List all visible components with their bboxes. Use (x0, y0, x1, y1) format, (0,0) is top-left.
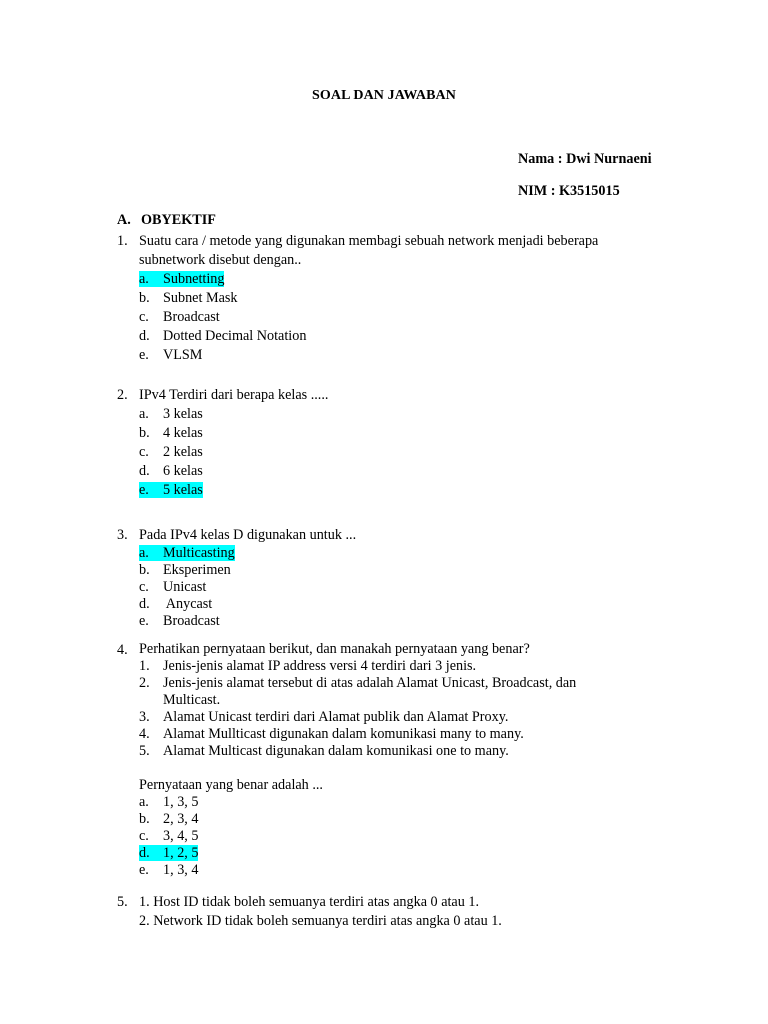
question-number: 4. (117, 642, 128, 658)
option-d[interactable] (139, 596, 677, 613)
statement-number: 2. (139, 675, 150, 691)
question-3 (117, 526, 677, 630)
option-c[interactable] (139, 828, 677, 845)
question-text: Pada IPv4 kelas D digunakan untuk ... (139, 527, 357, 543)
option-b[interactable] (139, 811, 677, 828)
option-letter: d. (139, 845, 150, 861)
section-name: OBYEKTIF (141, 212, 216, 228)
option-text: 2 kelas (163, 444, 203, 460)
option-text: Multicasting (163, 545, 235, 561)
option-letter: e. (139, 862, 149, 878)
question-text: subnetwork disebut dengan.. (139, 252, 302, 268)
option-text: 1, 2, 5 (163, 845, 199, 861)
option-letter: d. (139, 596, 150, 612)
statement-number: 4. (139, 726, 150, 742)
statement-text: Jenis-jenis alamat tersebut di atas adalah Alamat Unicast, Broadcast, dan (163, 675, 577, 691)
option-text: 3 kelas (163, 406, 203, 422)
option-e[interactable] (139, 613, 677, 630)
statement-text: Alamat Multicast digunakan dalam komunikasi one to many. (163, 743, 509, 759)
statement-2-continued (139, 692, 677, 709)
option-e[interactable] (139, 346, 677, 365)
option-letter: d. (139, 328, 150, 344)
option-letter: d. (139, 463, 150, 479)
question-2 (117, 386, 677, 500)
question-number: 1. (117, 233, 128, 249)
statement-list (139, 658, 677, 760)
option-letter: c. (139, 309, 149, 325)
option-letter: b. (139, 811, 150, 827)
student-name: Nama : Dwi Nurnaeni (518, 151, 652, 167)
option-letter: e. (139, 482, 149, 498)
question-line: 1. Host ID tidak boleh semuanya terdiri atas angka 0 atau 1. (139, 894, 480, 910)
question-1 (117, 232, 677, 365)
option-b[interactable] (139, 289, 677, 308)
page-title: SOAL DAN JAWABAN (312, 88, 456, 103)
answer-prompt: Pernyataan yang benar adalah ... (139, 777, 323, 793)
option-text: 1, 3, 4 (163, 862, 199, 878)
option-text: Dotted Decimal Notation (163, 328, 307, 344)
question-text: Suatu cara / metode yang digunakan membagi sebuah network menjadi beberapa (139, 233, 599, 249)
question-number: 2. (117, 387, 128, 403)
option-d[interactable] (139, 327, 677, 346)
statement-1 (139, 658, 677, 675)
option-text: Anycast (163, 596, 213, 612)
option-b[interactable] (139, 562, 677, 579)
statement-text: Alamat Mullticast digunakan dalam komunikasi many to many. (163, 726, 524, 742)
option-text: 6 kelas (163, 463, 203, 479)
option-letter: b. (139, 425, 150, 441)
option-letter: a. (139, 271, 149, 287)
option-e[interactable] (139, 481, 677, 500)
option-letter: e. (139, 347, 149, 363)
option-letter: c. (139, 579, 149, 595)
question-text: Perhatikan pernyataan berikut, dan manakah pernyataan yang benar? (139, 641, 530, 657)
statement-3 (139, 709, 677, 726)
option-a[interactable] (139, 405, 677, 424)
statement-5 (139, 743, 677, 760)
question-4 (117, 641, 677, 879)
option-a[interactable] (139, 545, 677, 562)
section-heading (117, 212, 216, 229)
option-text: 4 kelas (163, 425, 203, 441)
option-text: Unicast (163, 579, 207, 595)
option-a[interactable] (139, 794, 677, 811)
question-number: 5. (117, 894, 128, 910)
option-text: Broadcast (163, 309, 220, 325)
question-line: 2. Network ID tidak boleh semuanya terdiri atas angka 0 atau 1. (139, 913, 502, 929)
option-letter: e. (139, 613, 149, 629)
option-letter: c. (139, 444, 149, 460)
option-letter: a. (139, 545, 149, 561)
option-text: Broadcast (163, 613, 220, 629)
option-letter: a. (139, 794, 149, 810)
option-text: 5 kelas (163, 482, 203, 498)
option-text: 3, 4, 5 (163, 828, 199, 844)
question-5 (117, 893, 677, 931)
option-c[interactable] (139, 443, 677, 462)
statement-2 (139, 675, 677, 692)
question-number: 3. (117, 527, 128, 543)
option-letter: c. (139, 828, 149, 844)
option-text: Subnet Mask (163, 290, 238, 306)
option-b[interactable] (139, 424, 677, 443)
statement-text: Jenis-jenis alamat IP address versi 4 terdiri dari 3 jenis. (163, 658, 477, 674)
section-letter: A. (117, 212, 131, 228)
statement-text: Alamat Unicast terdiri dari Alamat publik dan Alamat Proxy. (163, 709, 509, 725)
option-d[interactable] (139, 845, 677, 862)
option-text: Subnetting (163, 271, 225, 287)
statement-number: 3. (139, 709, 150, 725)
option-text: 2, 3, 4 (163, 811, 199, 827)
option-text: 1, 3, 5 (163, 794, 199, 810)
statement-text: Multicast. (163, 692, 221, 708)
option-text: VLSM (163, 347, 203, 363)
option-letter: b. (139, 290, 150, 306)
option-e[interactable] (139, 862, 677, 879)
question-text: IPv4 Terdiri dari berapa kelas ..... (139, 387, 329, 403)
option-letter: a. (139, 406, 149, 422)
option-c[interactable] (139, 579, 677, 596)
option-c[interactable] (139, 308, 677, 327)
student-nim: NIM : K3515015 (518, 183, 620, 199)
option-text: Eksperimen (163, 562, 231, 578)
option-d[interactable] (139, 462, 677, 481)
statement-number: 1. (139, 658, 150, 674)
statement-number: 5. (139, 743, 150, 759)
option-a[interactable] (139, 270, 677, 289)
option-letter: b. (139, 562, 150, 578)
statement-4 (139, 726, 677, 743)
